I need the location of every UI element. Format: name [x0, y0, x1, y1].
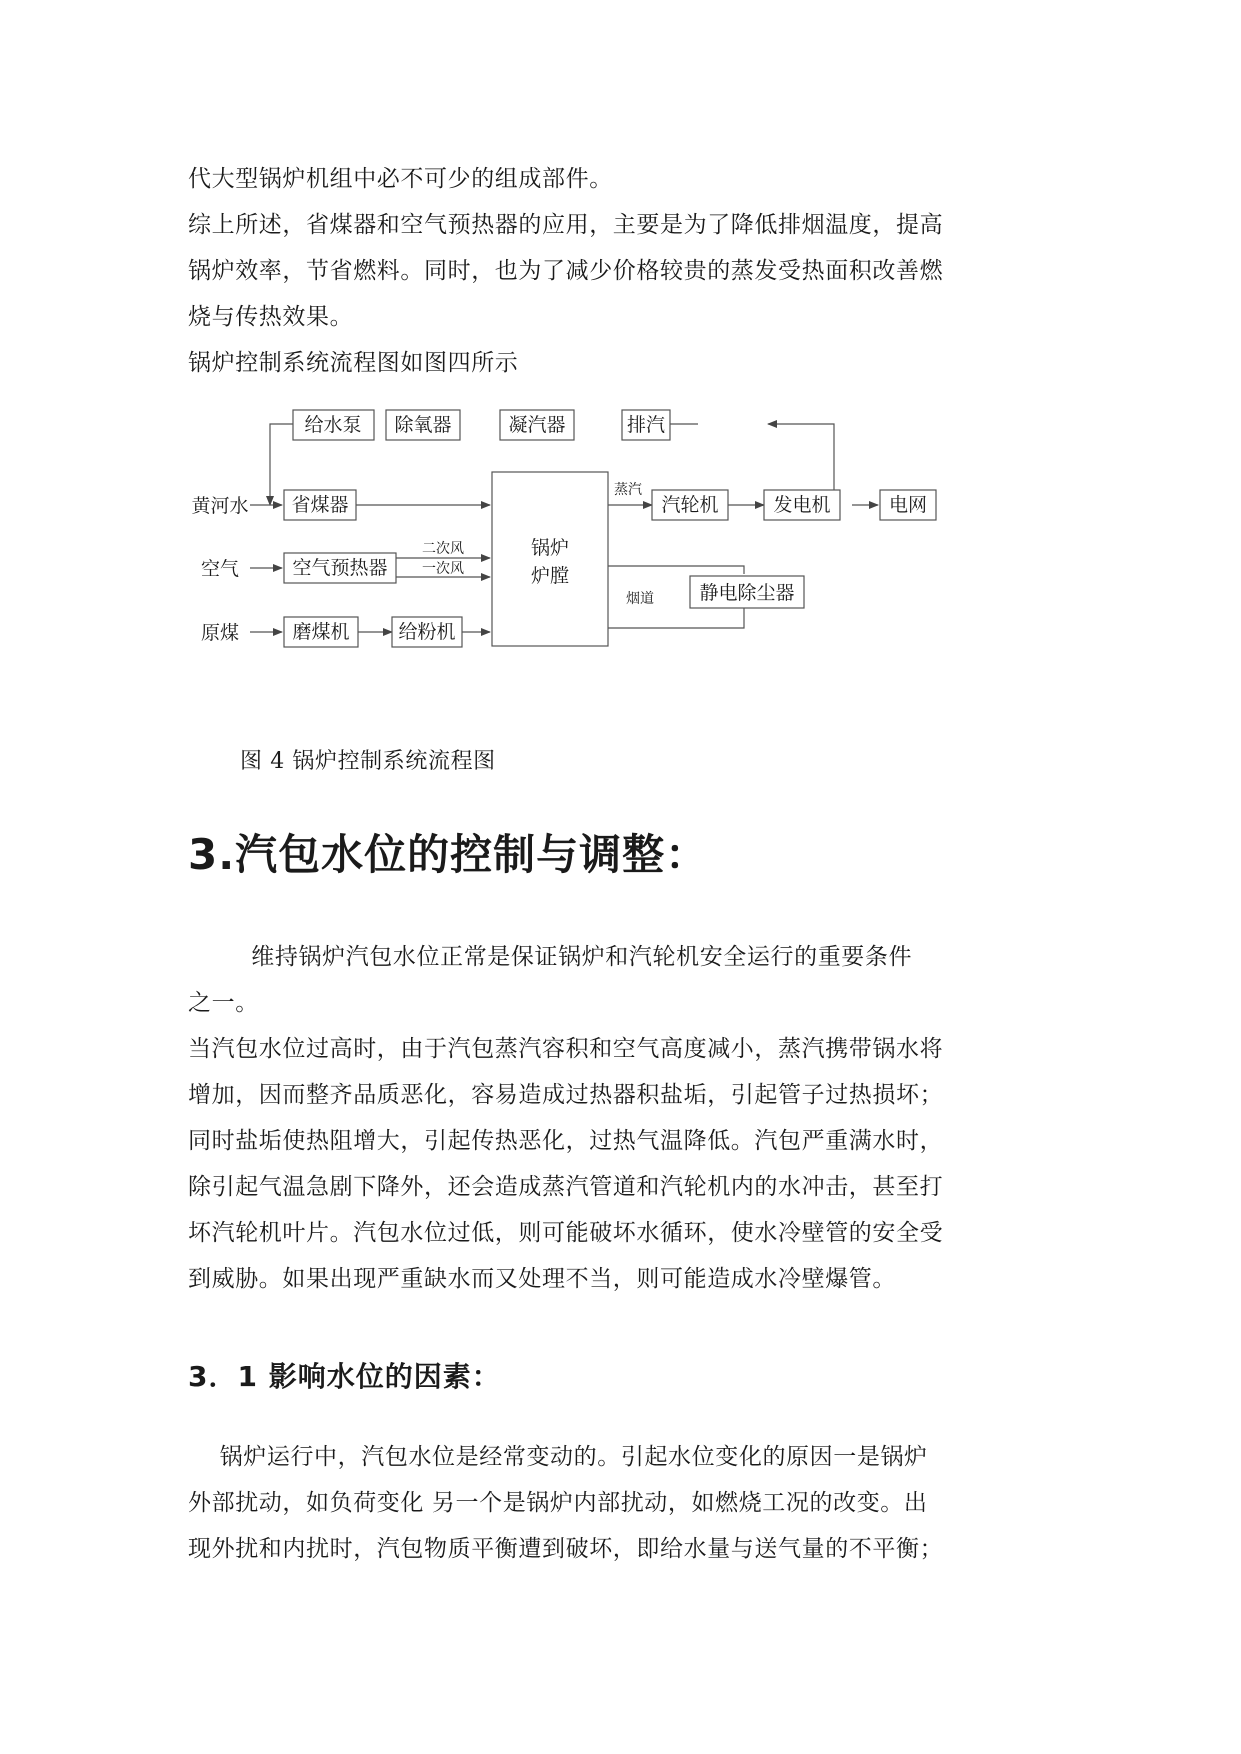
label-exhaust: 排汽: [626, 414, 666, 436]
label-precipitator: 静电除尘器: [699, 582, 795, 604]
line-flue-lower: [608, 608, 744, 628]
label-economizer: 省煤器: [291, 494, 349, 516]
paragraph-line: 维持锅炉汽包水位正常是保证锅炉和汽轮机安全运行的重要条件: [188, 944, 913, 970]
intro-line-1: 代大型锅炉机组中必不可少的组成部件。: [188, 166, 613, 192]
label-secondary-air: 二次风: [422, 541, 464, 557]
label-generator: 发电机: [773, 494, 831, 516]
figure-caption: 图 4 锅炉控制系统流程图: [240, 749, 496, 774]
paragraph-line: 锅炉运行中，汽包水位是经常变动的。引起水位变化的原因一是锅炉: [188, 1444, 928, 1470]
label-deaerator: 除氧器: [394, 414, 452, 436]
paragraph-line: 之一。: [188, 990, 259, 1016]
paragraph-line: 增加，因而整齐品质恶化，容易造成过热器积盐垢，引起管子过热损坏；: [188, 1082, 944, 1108]
diagram-boxes: [284, 410, 936, 647]
section-title: 3.汽包水位的控制与调整：: [188, 830, 709, 879]
label-air-preheater: 空气预热器: [292, 557, 388, 579]
intro-line-3: 锅炉效率，节省燃料。同时，也为了减少价格较贵的蒸发受热面积改善燃: [188, 258, 944, 284]
line-flue-upper: [608, 566, 744, 574]
intro-line-2: 综上所述，省煤器和空气预热器的应用，主要是为了降低排烟温度，提高: [188, 212, 944, 238]
section-paragraph-1: [188, 934, 978, 1026]
label-coal-mill: 磨煤机: [292, 621, 350, 643]
label-steam: 蒸汽: [614, 482, 642, 498]
paragraph-line: 外部扰动，如负荷变化 另一个是锅炉内部扰动，如燃烧工况的改变。出: [188, 1490, 928, 1516]
label-feeder: 给粉机: [398, 621, 456, 643]
paragraph-line: 当汽包水位过高时，由于汽包蒸汽容积和空气高度减小，蒸汽携带锅水将: [188, 1036, 944, 1062]
section-paragraph-2: [188, 1026, 978, 1302]
intro-line-4: 烧与传热效果。: [188, 304, 354, 330]
label-input-water: 黄河水: [191, 495, 249, 517]
intro-line-5: 锅炉控制系统流程图如图四所示: [188, 350, 519, 376]
paragraph-line: 到威胁。如果出现严重缺水而又处理不当，则可能造成水冷壁爆管。: [188, 1266, 896, 1292]
label-flue: 烟道: [626, 591, 654, 607]
paragraph-line: 除引起气温急剧下降外，还会造成蒸汽管道和汽轮机内的水冲击，甚至打: [188, 1174, 944, 1200]
subsection-title: 3．1 影响水位的因素：: [188, 1360, 501, 1393]
paragraph-line: 同时盐垢使热阻增大，引起传热恶化，过热气温降低。汽包严重满水时，: [188, 1128, 944, 1154]
label-grid: 电网: [888, 494, 928, 516]
label-furnace-1: 锅炉: [530, 537, 570, 559]
subsection-paragraph-1: [188, 1434, 978, 1572]
label-input-air: 空气: [200, 558, 240, 580]
label-furnace-2: 炉膛: [530, 565, 570, 587]
paragraph-line: 现外扰和内扰时，汽包物质平衡遭到破坏，即给水量与送气量的不平衡；: [188, 1536, 944, 1562]
label-turbine: 汽轮机: [661, 494, 719, 516]
label-primary-air: 一次风: [422, 561, 464, 577]
label-condenser: 凝汽器: [508, 414, 566, 436]
label-input-coal: 原煤: [200, 622, 240, 644]
paragraph-line: 坏汽轮机叶片。汽包水位过低，则可能破坏水循环，使水冷壁管的安全受: [188, 1220, 944, 1246]
label-feed-pump: 给水泵: [304, 414, 362, 436]
boiler-flow-diagram: [188, 396, 1068, 686]
box-furnace: [492, 472, 608, 646]
